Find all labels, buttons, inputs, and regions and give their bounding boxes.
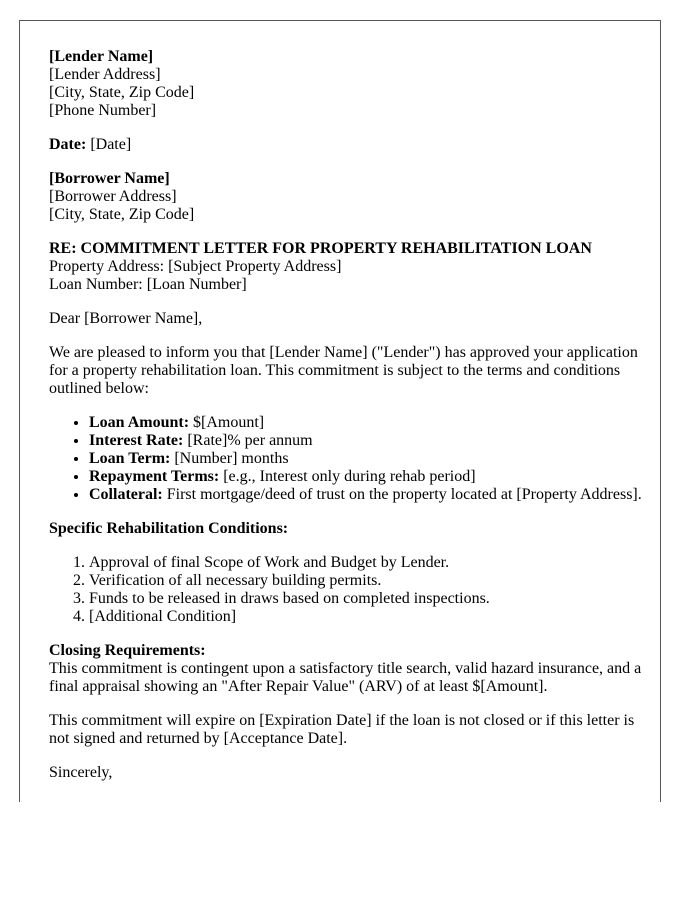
property-address: Property Address: [Subject Property Address]	[49, 258, 342, 275]
sender-address: [Lender Address]	[49, 66, 161, 83]
signoff: Sincerely,	[49, 764, 113, 781]
sender-city-state-zip: [City, State, Zip Code]	[49, 84, 195, 101]
list-item	[89, 450, 649, 468]
conditions-heading-block	[49, 520, 649, 538]
date-value: [Date]	[90, 136, 132, 153]
list-item: 4. [Additional Condition]	[89, 608, 649, 626]
list-item	[89, 468, 649, 486]
list-item: 2. Verification of all necessary building permits.	[89, 572, 649, 590]
recipient-city-state-zip: [City, State, Zip Code]	[49, 206, 195, 223]
conditions-list	[49, 554, 649, 626]
list-item: 3. Funds to be released in draws based on completed inspections.	[89, 590, 649, 608]
list-item	[89, 486, 649, 504]
term-label: Interest Rate:	[89, 432, 184, 449]
term-label: Collateral:	[89, 486, 163, 503]
closing-heading: Closing Requirements:	[49, 642, 206, 659]
recipient-name: [Borrower Name]	[49, 170, 170, 187]
loan-terms-list	[49, 414, 649, 504]
recipient-address: [Borrower Address]	[49, 188, 177, 205]
term-value: $[Amount]	[193, 414, 265, 431]
list-item	[89, 432, 649, 450]
salutation: Dear [Borrower Name],	[49, 310, 203, 327]
letter-page	[19, 20, 661, 802]
term-value: [Number] months	[174, 450, 289, 467]
subject-heading: RE: COMMITMENT LETTER FOR PROPERTY REHABILITATION LOAN	[49, 240, 592, 257]
expiration-paragraph: This commitment will expire on [Expiration Date] if the loan is not closed or if this letter is not signed and returned by [Acceptance Date].	[49, 712, 635, 747]
closing-text: This commitment is contingent upon a satisfactory title search, valid hazard insurance, and a final appraisal showing an "After Repair Value" (ARV) of at least $[Amount].	[49, 660, 642, 695]
loan-number: Loan Number: [Loan Number]	[49, 276, 247, 293]
sender-block	[49, 48, 649, 120]
subject-block	[49, 240, 649, 294]
term-value: [Rate]% per annum	[187, 432, 313, 449]
date-line	[49, 136, 649, 154]
recipient-block	[49, 170, 649, 224]
term-value: First mortgage/deed of trust on the property located at [Property Address].	[166, 486, 642, 503]
date-label: Date:	[49, 136, 87, 153]
term-label: Loan Amount:	[89, 414, 190, 431]
intro-paragraph: We are pleased to inform you that [Lender Name] ("Lender") has approved your application for a property rehabilitation loan. This commitment is subject to the terms and conditions outlined below:	[49, 344, 638, 397]
term-value: [e.g., Interest only during rehab period]	[223, 468, 476, 485]
list-item	[89, 414, 649, 432]
sender-phone: [Phone Number]	[49, 102, 157, 119]
conditions-heading: Specific Rehabilitation Conditions:	[49, 520, 289, 537]
letter-content	[49, 48, 649, 798]
sender-name: [Lender Name]	[49, 48, 154, 65]
closing-block	[49, 642, 649, 696]
term-label: Repayment Terms:	[89, 468, 220, 485]
term-label: Loan Term:	[89, 450, 171, 467]
list-item: 1. Approval of final Scope of Work and Budget by Lender.	[89, 554, 649, 572]
